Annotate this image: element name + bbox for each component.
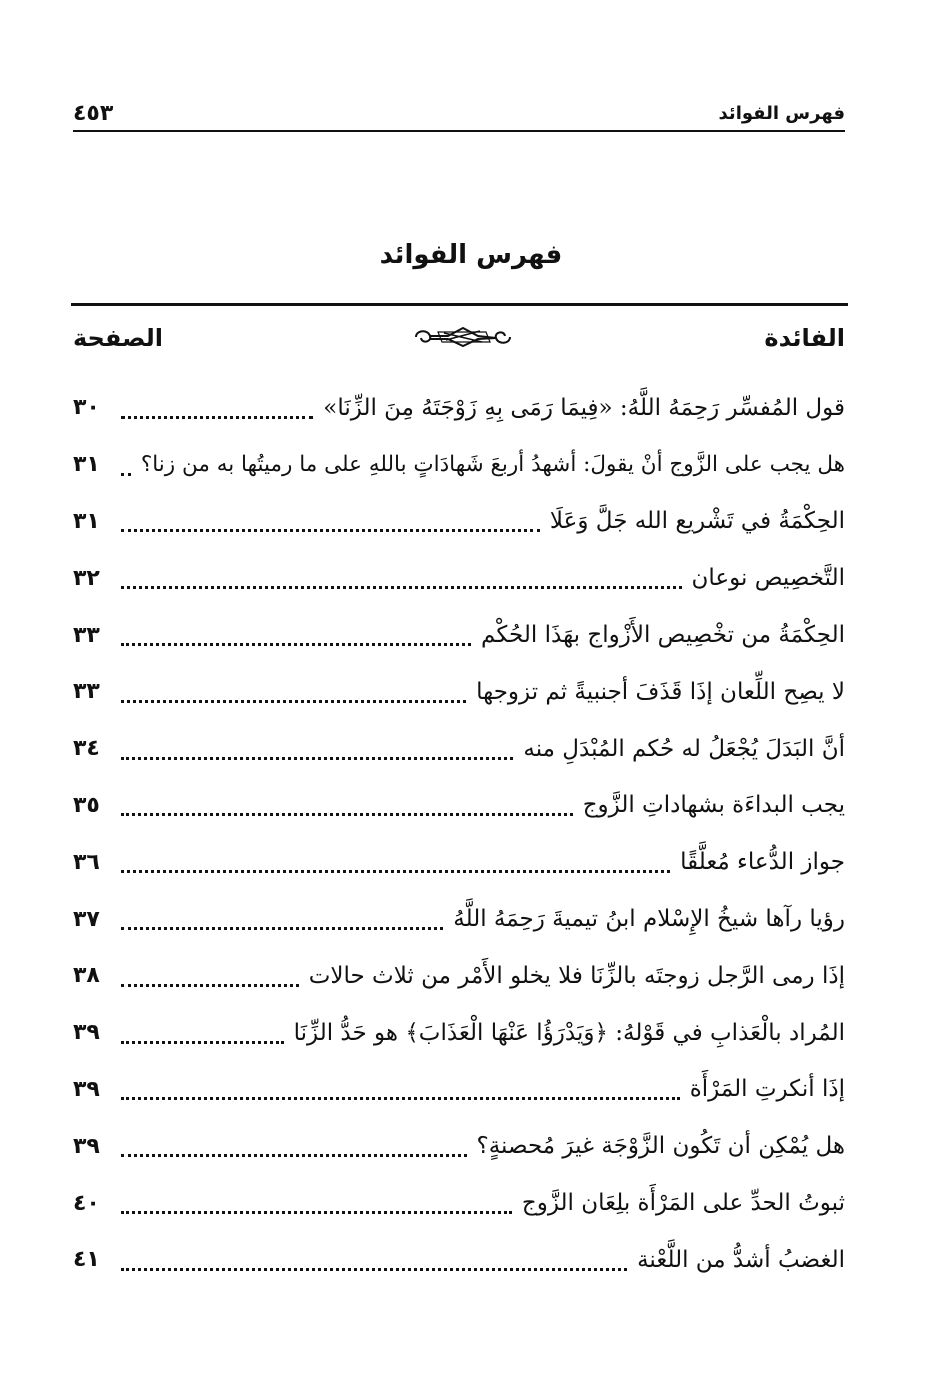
- entry-page-number: ٣٩: [73, 1133, 100, 1159]
- index-entry: [73, 948, 845, 1005]
- entry-text: المُراد بالْعَذابِ في قَوْلهُ: ﴿وَيَدْرَؤُا عَنْهَا الْعَذَابَ﴾ هو حَدُّ الزِّنَا: [293, 1019, 845, 1046]
- entry-text: الغضبُ أشدُّ من اللَّعْنة: [637, 1246, 845, 1273]
- entry-page-number: ٣٢: [73, 565, 100, 591]
- entry-page-number: ٣٧: [73, 906, 100, 932]
- page-number: ٤٥٣: [73, 101, 114, 126]
- entry-page-number: ٣٣: [73, 679, 100, 705]
- entry-page-number: ٣١: [73, 452, 100, 478]
- entry-text: هل يُمْكِن أن تَكُون الزَّوْجَة غيرَ مُحصنةٍ؟: [476, 1133, 845, 1160]
- index-entry: [73, 891, 845, 948]
- entry-text: رؤيا رآها شيخُ الإِسْلام ابنُ تيميةَ رَحِمَهُ اللَّهُ: [453, 906, 845, 933]
- dot-leader: [121, 813, 573, 816]
- entry-page-number: ٣٤: [73, 736, 100, 762]
- index-entry: [73, 1118, 845, 1175]
- dot-leader: [121, 1211, 512, 1214]
- dot-leader: [121, 1041, 284, 1044]
- entry-page-number: ٤١: [73, 1247, 100, 1273]
- entry-page-number: ٣٦: [73, 849, 100, 875]
- index-entry: [73, 1062, 845, 1119]
- scroll-ornament-icon: [408, 324, 518, 350]
- index-entries: [73, 380, 845, 1289]
- running-head: [73, 96, 845, 132]
- dot-leader: [121, 984, 299, 987]
- index-entry: [73, 1175, 845, 1232]
- entry-text: الحِكْمَةُ في تَشْريع الله جَلَّ وَعَلَا: [549, 508, 845, 535]
- entry-page-number: ٣٣: [73, 622, 100, 648]
- entry-text: قول المُفسِّر رَحِمَهُ اللَّهُ: «فِيمَا رَمَى بِهِ زَوْجَتَهُ مِنَ الزِّنَا»: [323, 394, 845, 421]
- dot-leader: [121, 1154, 467, 1157]
- index-entry: [73, 1232, 845, 1289]
- running-head-title: فهرس الفوائد: [718, 103, 845, 124]
- entry-page-number: ٣٨: [73, 963, 100, 989]
- index-entry: [73, 607, 845, 664]
- dot-leader: [121, 643, 471, 646]
- entry-text: جواز الدُّعاء مُعلَّقًا: [680, 849, 845, 876]
- entry-page-number: ٣٠: [73, 395, 100, 421]
- entry-page-number: ٣٩: [73, 1020, 100, 1046]
- dot-leader: [121, 416, 313, 419]
- dot-leader: [121, 586, 682, 589]
- index-entry: [73, 778, 845, 835]
- dot-leader: [121, 870, 670, 873]
- index-entry: [73, 437, 845, 494]
- dot-leader: [121, 927, 443, 930]
- index-entry: [73, 550, 845, 607]
- column-header-page: الصفحة: [73, 324, 164, 352]
- entry-page-number: ٤٠: [73, 1190, 100, 1216]
- index-entry: [73, 1005, 845, 1062]
- dot-leader: [121, 1097, 680, 1100]
- entry-text: لا يصِح اللِّعان إذَا قَذَفَ أجنبيةً ثم تزوجها: [476, 678, 845, 705]
- entry-page-number: ٣١: [73, 508, 100, 534]
- index-entry: [73, 721, 845, 778]
- entry-page-number: ٣٥: [73, 792, 100, 818]
- column-header: [73, 318, 845, 362]
- entry-text: التَّخصِيص نوعان: [691, 565, 845, 592]
- column-header-topic: الفائدة: [764, 324, 845, 352]
- entry-text: ثبوتُ الحدِّ على المَرْأَة بلِعَان الزَّوج: [521, 1190, 845, 1217]
- dot-leader: [121, 700, 466, 703]
- entry-text: إذَا أنكرتِ المَرْأَة: [689, 1076, 845, 1103]
- index-entry: [73, 664, 845, 721]
- dot-leader: [121, 473, 131, 476]
- page-title: فهرس الفوائد: [379, 240, 563, 270]
- entry-page-number: ٣٩: [73, 1076, 100, 1102]
- dot-leader: [121, 757, 513, 760]
- entry-text: إذَا رمى الرَّجل زوجتَه بالزِّنَا فلا يخلو الأَمْر من ثلاث حالات: [308, 962, 845, 989]
- entry-text: أنَّ البَدَلَ يُجْعَلُ له حُكم المُبْدَلِ منه: [523, 735, 845, 762]
- index-entry: [73, 380, 845, 437]
- entry-text: هل يجب على الزَّوج أنْ يقولَ: أشهدُ أربعَ شَهادَاتٍ باللهِ على ما رميتُها به من زنا؟: [140, 452, 845, 478]
- index-entry: [73, 834, 845, 891]
- entry-text: الحِكْمَةُ من تخْصِيص الأَزْواج بهَذَا الحُكْم: [481, 622, 845, 649]
- dot-leader: [121, 1268, 627, 1271]
- header-rule: [71, 303, 848, 306]
- entry-text: يجب البداءَة بشهاداتِ الزَّوج: [582, 792, 845, 819]
- index-entry: [73, 494, 845, 551]
- dot-leader: [121, 529, 540, 532]
